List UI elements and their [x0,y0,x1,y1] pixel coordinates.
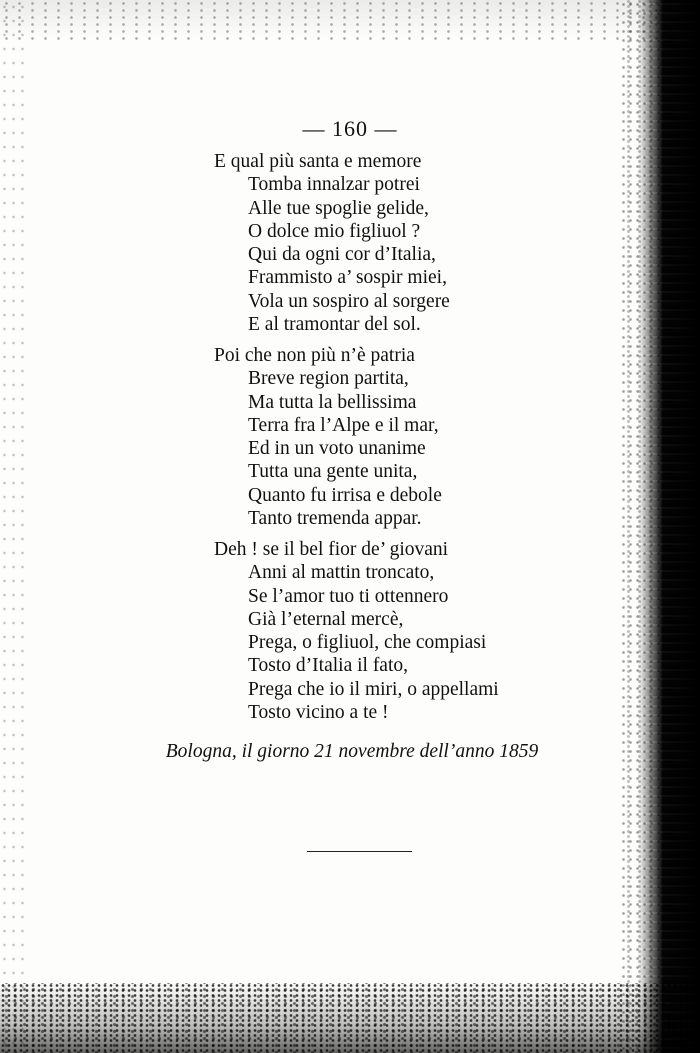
verse-line: Già l’eternal mercè, [248,608,404,630]
verse-line: Tosto d’Italia il fato, [248,655,409,677]
closing-rule [307,851,412,852]
verse-line: Ed in un voto unanime [248,438,426,460]
verse-line: O dolce mio figliuol ? [248,220,421,242]
verse-line: Quanto fu irrisa e debole [248,484,442,506]
verse-line: E al tramontar del sol. [248,314,421,336]
verse-line: Alle tue spoglie gelide, [248,197,429,219]
stanza-1 [214,150,450,336]
verse-line: Vola un sospiro al sorgere [248,290,450,312]
stanza-2 [214,344,442,530]
verse-line: Qui da ogni cor d’Italia, [248,244,436,266]
verse-line: Poi che non più n’è patria [214,345,415,366]
verse-line: Tutta una gente unita, [248,461,418,483]
verse-line: Tanto tremenda appar. [248,508,422,530]
verse-line: Prega che io il miri, o appellami [248,678,499,700]
scan-edge-top [0,0,700,40]
verse-line: Breve region partita, [248,368,409,390]
page-number: — 160 — [302,116,398,141]
verse-line: Frammisto a’ sospir miei, [248,267,447,289]
scan-edge-right [638,0,700,1053]
verse-line: Anni al mattin troncato, [248,562,435,584]
verse-line: Prega, o figliuol, che compiasi [248,632,487,654]
place-date-signature: Bologna, il giorno 21 novembre dell’anno 1859 [165,741,539,762]
verse-line: Tomba innalzar potrei [248,174,420,196]
verse-line: E qual più santa e memore [214,151,422,172]
verse-line: Deh ! se il bel fior de’ giovani [214,539,449,560]
stanza-3 [214,538,499,724]
verse-line: Tosto vicino a te ! [248,702,389,724]
verse-line: Terra fra l’Alpe e il mar, [248,414,439,436]
scan-edge-left [0,0,26,1053]
verse-line: Ma tutta la bellissima [248,391,417,413]
scan-edge-bottom [0,983,700,1053]
verse-line: Se l’amor tuo ti ottennero [248,585,449,607]
